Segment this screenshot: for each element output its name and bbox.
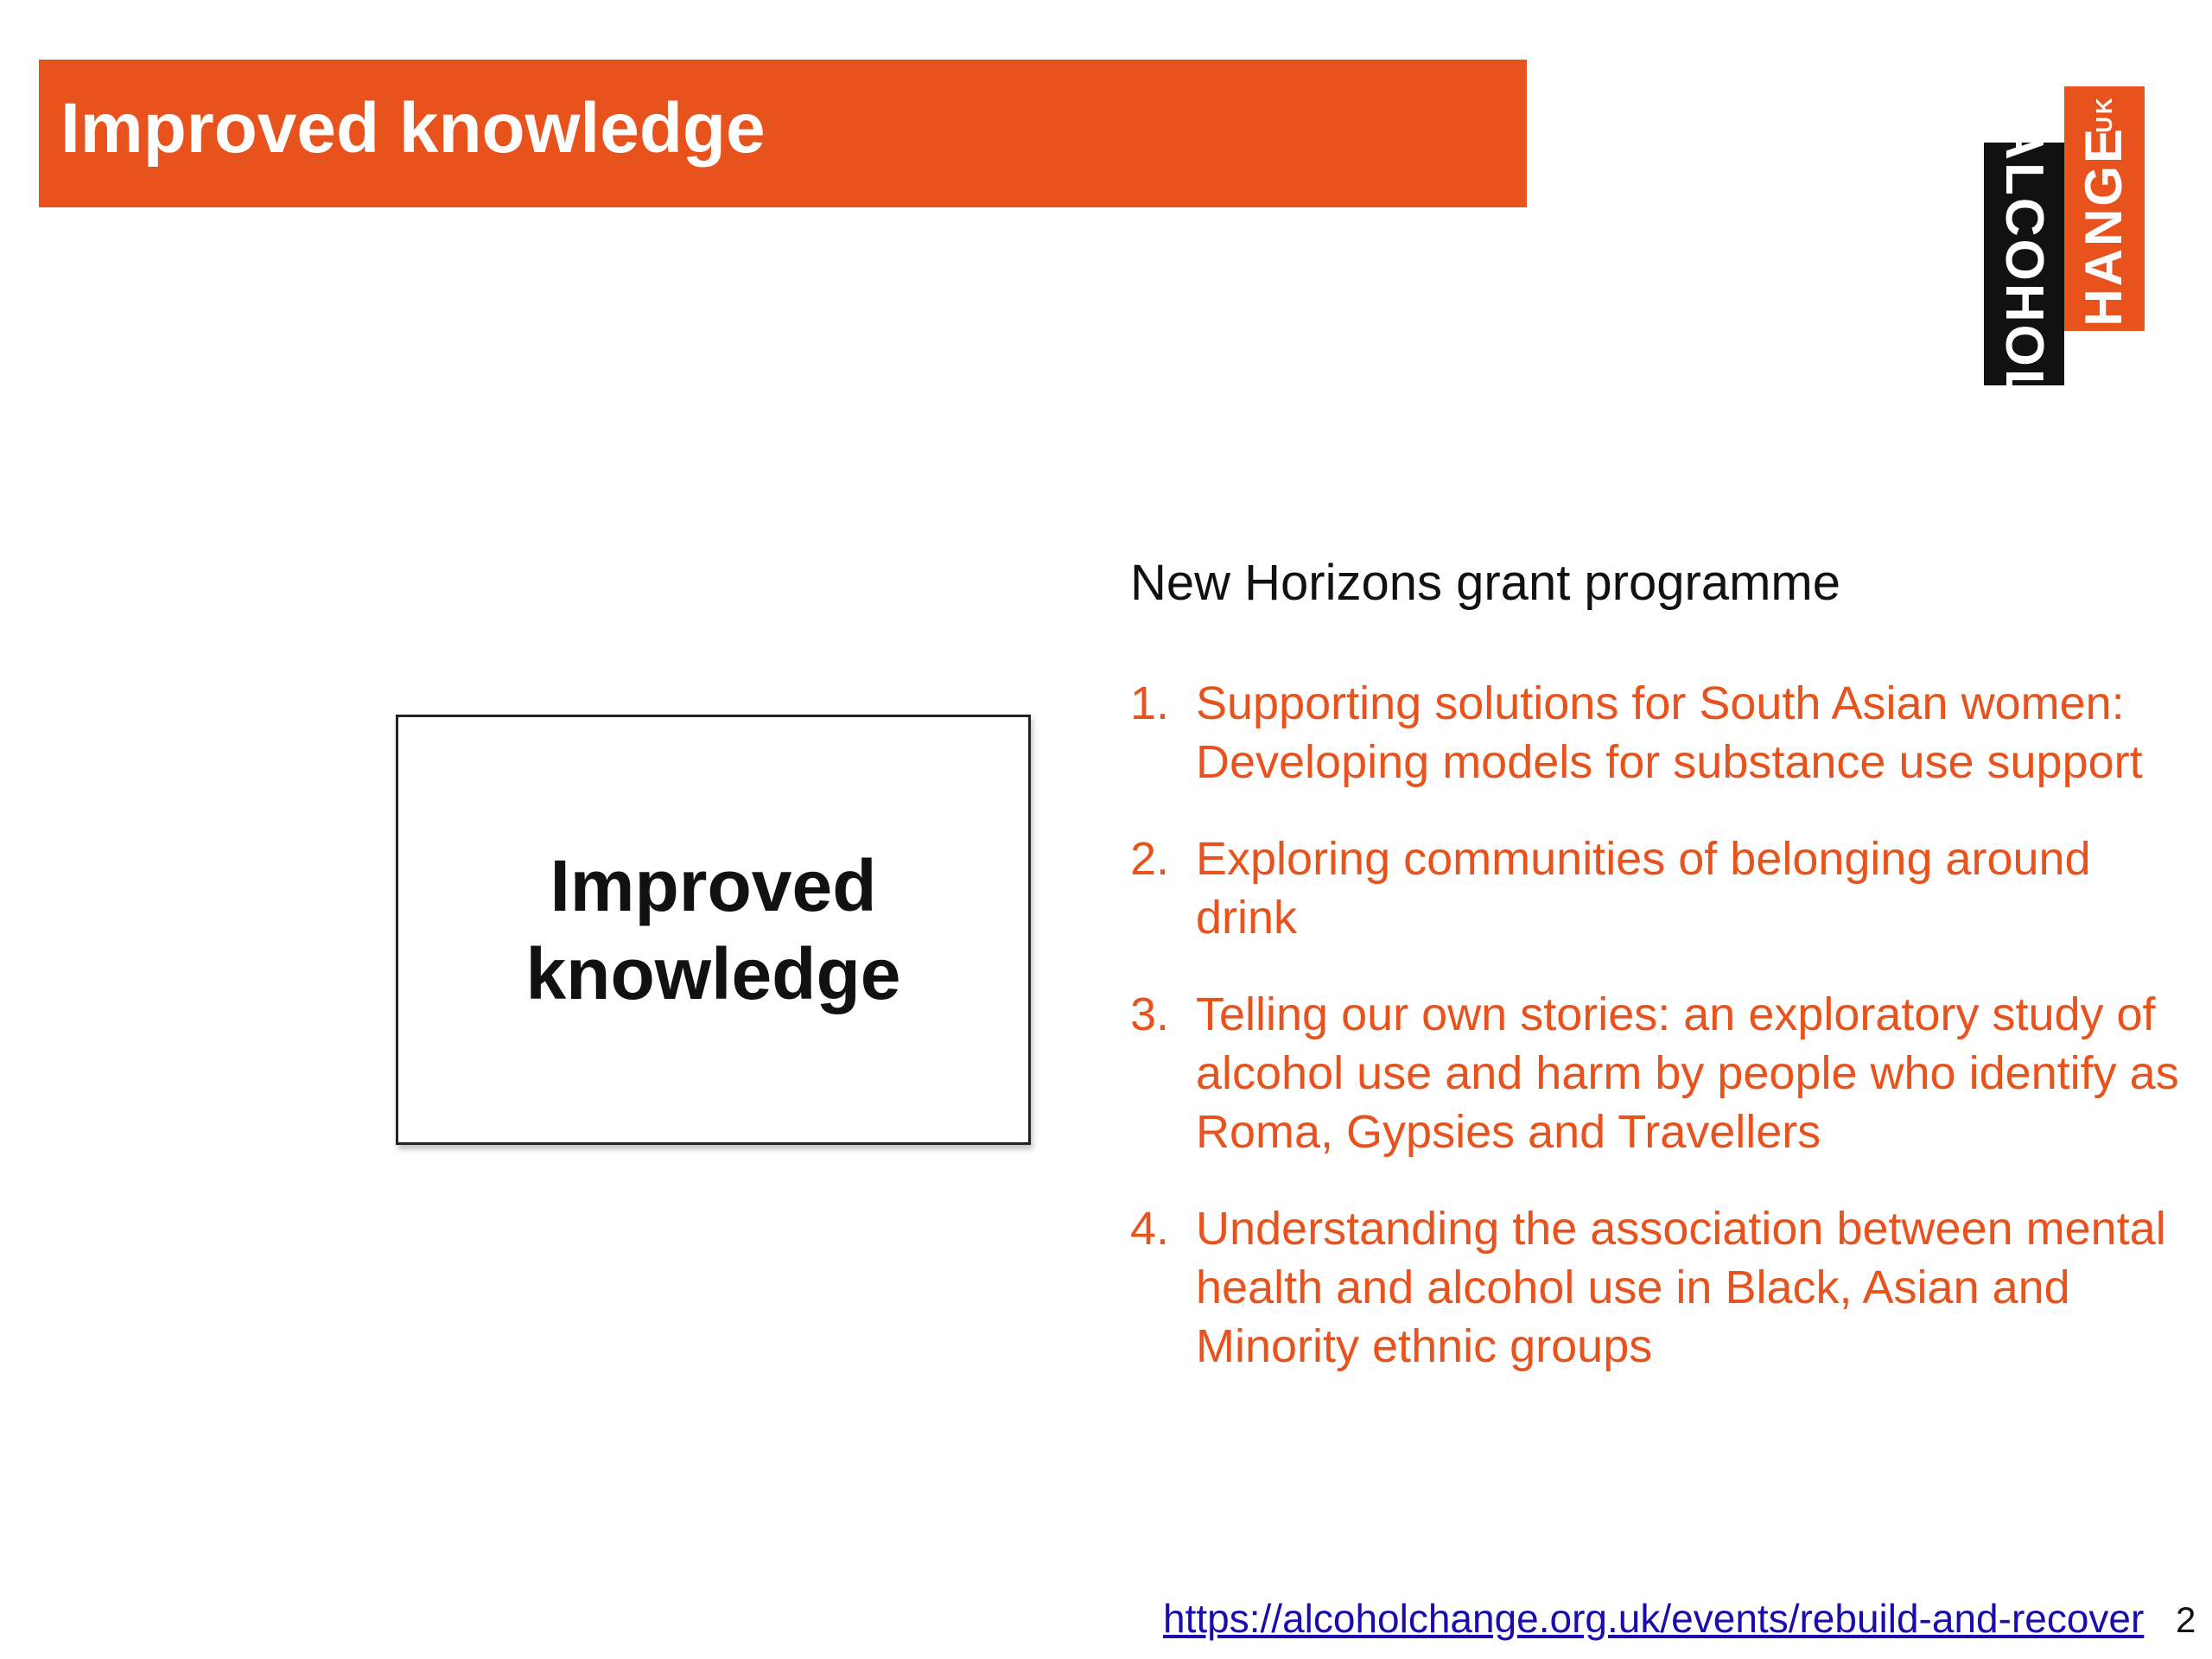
- list-item: [1130, 1199, 2202, 1376]
- list-item-number: 1.: [1130, 677, 1170, 729]
- list-item-text: Supporting solutions for South Asian women: Developing models for substance use support: [1196, 677, 2143, 788]
- list-item-number: 2.: [1130, 833, 1170, 885]
- slide-title: Improved knowledge: [60, 89, 766, 168]
- project-list: [1130, 674, 2202, 1414]
- logo-black-block: [1984, 121, 2064, 404]
- logo-orange-block: [2064, 86, 2145, 367]
- logo-word-uk: UK: [2091, 95, 2117, 133]
- improved-knowledge-box-text: [525, 842, 900, 1018]
- footer-link[interactable]: https://alcoholchange.org.uk/events/rebuild-and-recover: [1163, 1596, 2145, 1641]
- page-number: 2: [2176, 1599, 2196, 1640]
- list-item-text: Understanding the association between mental health and alcohol use in Black, Asian and Minority ethnic groups: [1196, 1203, 2166, 1372]
- list-item-text: Exploring communities of belonging around drink: [1196, 833, 2091, 944]
- list-item-number: 4.: [1130, 1203, 1170, 1255]
- list-item: [1130, 674, 2202, 791]
- alcohol-change-uk-logo: [1984, 86, 2145, 404]
- improved-knowledge-box: [396, 715, 1031, 1145]
- logo-word-alcohol: ALCOHOL: [1994, 121, 2054, 404]
- list-item-text: Telling our own stories: an exploratory study of alcohol use and harm by people who identify as Roma, Gypsies and Travellers: [1196, 988, 2179, 1158]
- box-line-2: knowledge: [525, 933, 901, 1014]
- list-item-number: 3.: [1130, 988, 1170, 1040]
- list-item: [1130, 830, 2202, 947]
- box-line-1: Improved: [550, 845, 877, 926]
- logo-word-change: CHANGE: [2075, 125, 2133, 367]
- programme-heading: New Horizons grant programme: [1130, 555, 1840, 611]
- list-item: [1130, 985, 2202, 1161]
